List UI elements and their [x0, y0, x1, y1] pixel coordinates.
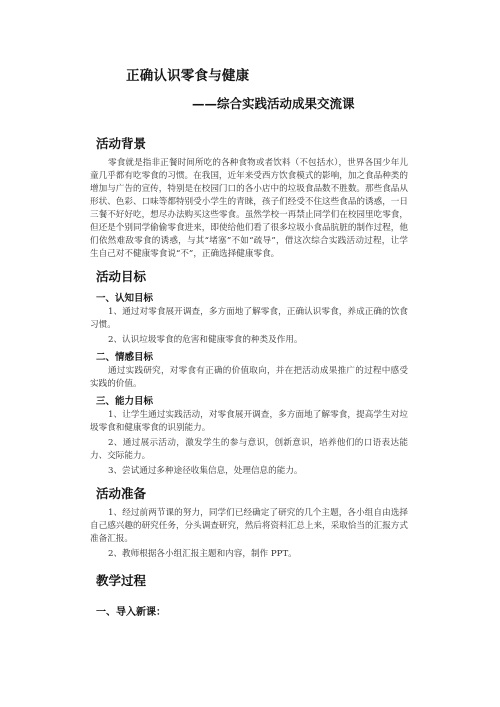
- process-step-intro: 一、导入新课：: [96, 607, 166, 618]
- cognitive-item-2: 2、认识垃圾零食的危害和健康零食的种类及作用。: [108, 335, 303, 345]
- cognitive-item-1: 1、通过对零食展开调查，多方面地了解零食，正确认识零食，养成正确的饮食习惯。: [90, 307, 408, 330]
- document-subtitle: ——综合实践活动成果交流课: [192, 96, 355, 111]
- section-heading-prep: 活动准备: [96, 486, 147, 501]
- subheading-cognitive: 一、认知目标: [96, 293, 154, 304]
- background-paragraph: 零食就是指非正餐时间所吃的各种食物或者饮料（不包括水），世界各国少年儿童几乎都有吃零食的习惯。在我国，近年来受西方饮食模式的影响，加之食品种类的增加与广告的宣传，特别是在校园门口的各小店中的垃圾食品数不胜数。那些食品从形状、色彩、口味等都特别受小学生的青睐，孩子们经受不住这些食品的诱惑，一日三餐不好好吃，想尽办法购买这些零食。虽然学校一再禁止同学们在校园里吃零食，但还是个别同学偷偷零食进来，即使给他们看了很多垃圾小食品肮脏的制作过程，他们依然难敌零食的诱惑，与其“堵塞”不如“疏导”，借这次综合实践活动过程，让学生自己对不健康零食说“不”，正确选择健康零食。: [90, 158, 408, 259]
- subheading-emotional: 二、情感目标: [96, 352, 154, 363]
- prep-item-1: 1、经过前两节课的努力，同学们已经确定了研究的几个主题，各小组自由选择自己感兴趣的研究任务，分头调查研究，然后将资料汇总上来，采取恰当的汇报方式准备汇报。: [90, 508, 408, 544]
- ability-item-2: 2、通过展示活动，激发学生的参与意识，创新意识，培养他们的口语表达能力、交际能力。: [90, 438, 408, 461]
- ability-item-1: 1、让学生通过实践活动，对零食展开调查，多方面地了解零食，提高学生对垃圾零食和健康零食的识别能力。: [90, 410, 408, 433]
- prep-item-2: 2、教师根据各小组汇报主题和内容，制作 PPT。: [108, 549, 297, 559]
- section-heading-goals: 活动目标: [96, 269, 147, 284]
- subheading-ability: 三、能力目标: [96, 396, 154, 407]
- document-body: [90, 128, 408, 620]
- section-heading-background: 活动背景: [96, 136, 147, 151]
- document-title: 正确认识零食与健康: [126, 68, 250, 84]
- emotional-item-1: 通过实践研究，对零食有正确的价值取向，并在把活动成果推广的过程中感受实践的价值。: [90, 366, 408, 389]
- section-heading-process: 教学过程: [96, 573, 147, 588]
- ability-item-3: 3、尝试通过多种途径收集信息，处理信息的能力。: [108, 466, 303, 476]
